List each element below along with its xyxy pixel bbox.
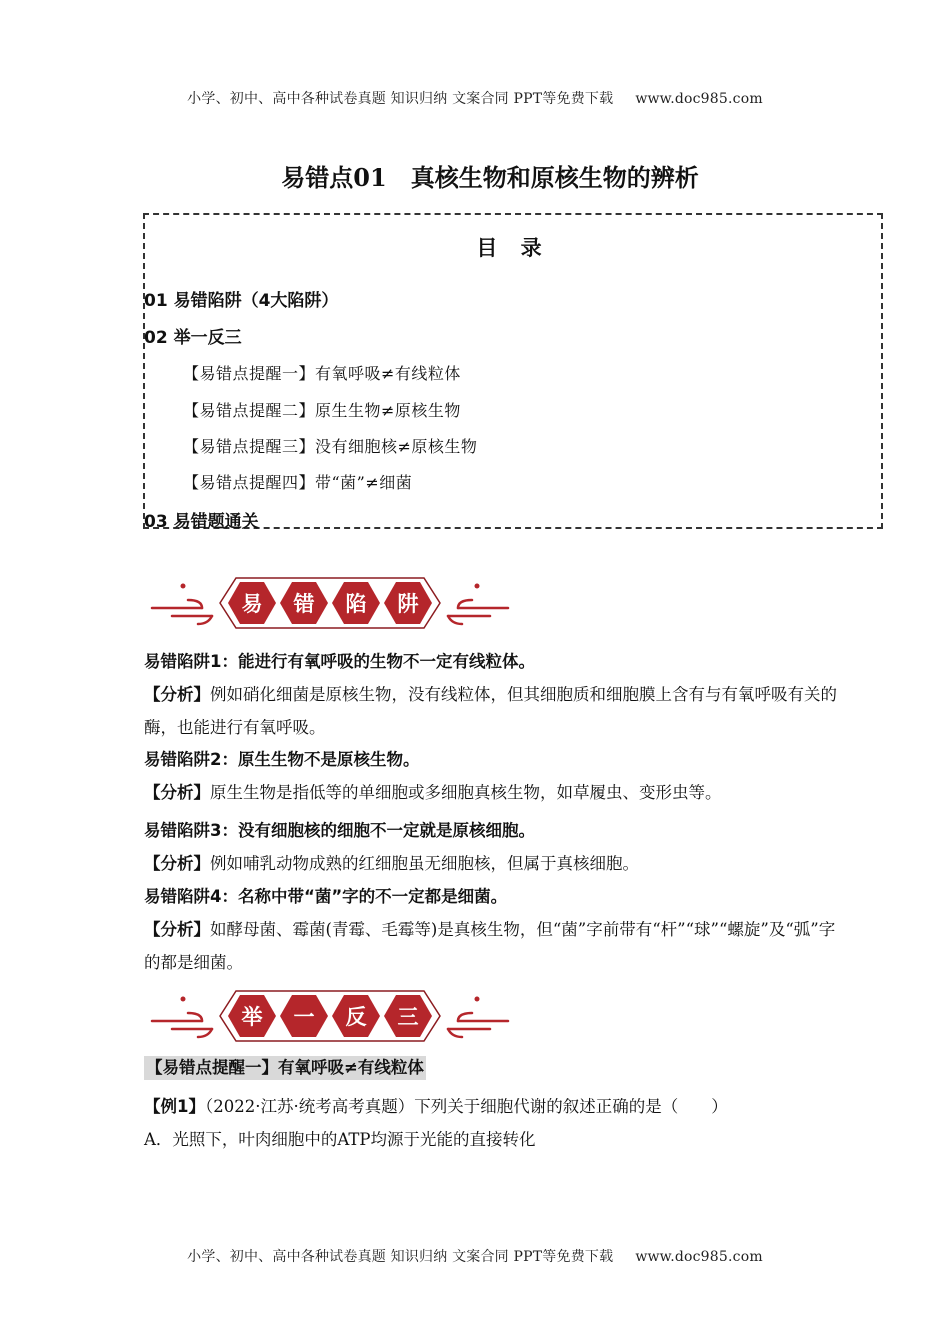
trap-4 bbox=[144, 880, 844, 979]
banner-traps-char-3: 陷 bbox=[345, 592, 367, 616]
toc-tip-3: 【易错点提醒三】没有细胞核≠原核生物 bbox=[183, 437, 478, 456]
toc-section-2: 02 举一反三 bbox=[144, 328, 242, 348]
trap-2-title: 易错陷阱2：原生生物不是原核生物。 bbox=[144, 750, 420, 769]
example-1-text: （2022·江苏·统考高考真题）下列关于细胞代谢的叙述正确的是（ ） bbox=[204, 1097, 728, 1116]
trap-4-text: 如酵母菌、霉菌(青霉、毛霉等)是真核生物，但“菌”字前带有“杆”“球”“螺旋”及“弧”字的都是细菌。 bbox=[144, 920, 836, 972]
trap-2 bbox=[144, 743, 844, 809]
toc-tip-1: 【易错点提醒一】有氧呼吸≠有线粒体 bbox=[183, 364, 461, 383]
banner-examples-char-3: 反 bbox=[345, 1005, 367, 1029]
header-site: www.doc985.com bbox=[635, 91, 763, 107]
banner-traps-char-2: 错 bbox=[293, 592, 315, 616]
banner-examples-char-1: 举 bbox=[241, 1005, 263, 1029]
trap-4-label: 【分析】 bbox=[144, 920, 210, 939]
page-header bbox=[0, 88, 950, 108]
banner-examples bbox=[150, 985, 510, 1047]
toc-tip-2: 【易错点提醒二】原生生物≠原核生物 bbox=[183, 401, 461, 420]
banner-right-ornament bbox=[448, 584, 508, 625]
banner-examples-char-2: 一 bbox=[293, 1005, 315, 1029]
banner-left-ornament bbox=[152, 584, 212, 625]
banner2-right-ornament bbox=[448, 997, 508, 1038]
footer-site: www.doc985.com bbox=[635, 1249, 763, 1265]
trap-2-label: 【分析】 bbox=[144, 783, 210, 802]
trap-1-title: 易错陷阱1：能进行有氧呼吸的生物不一定有线粒体。 bbox=[144, 652, 535, 671]
toc-tip-4: 【易错点提醒四】带“菌”≠细菌 bbox=[183, 473, 413, 492]
trap-2-text: 原生生物是指低等的单细胞或多细胞真核生物，如草履虫、变形虫等。 bbox=[210, 783, 722, 802]
toc-section-3: 03 易错题通关 bbox=[144, 512, 259, 532]
trap-1-label: 【分析】 bbox=[144, 685, 210, 704]
footer-text: 小学、初中、高中各种试卷真题 知识归纳 文案合同 PPT等免费下载 bbox=[187, 1249, 614, 1265]
example-1-option-a: A．光照下，叶肉细胞中的ATP均源于光能的直接转化 bbox=[144, 1130, 536, 1149]
reminder-1-heading: 【易错点提醒一】有氧呼吸≠有线粒体 bbox=[144, 1056, 426, 1080]
trap-1 bbox=[144, 645, 844, 744]
banner-traps-char-4: 阱 bbox=[397, 592, 419, 616]
page-footer bbox=[0, 1246, 950, 1266]
trap-3-label: 【分析】 bbox=[144, 854, 210, 873]
trap-3-text: 例如哺乳动物成熟的红细胞虽无细胞核，但属于真核细胞。 bbox=[210, 854, 639, 873]
example-1-label: 【例1】 bbox=[144, 1097, 205, 1116]
trap-3-title: 易错陷阱3：没有细胞核的细胞不一定就是原核细胞。 bbox=[144, 821, 535, 840]
toc-section-1: 01 易错陷阱（4大陷阱） bbox=[144, 291, 339, 311]
trap-1-text: 例如硝化细菌是原核生物，没有线粒体，但其细胞质和细胞膜上含有与有氧呼吸有关的酶，也能进行有氧呼吸。 bbox=[144, 685, 837, 737]
banner2-left-ornament bbox=[152, 997, 212, 1038]
trap-4-title: 易错陷阱4：名称中带“菌”字的不一定都是细菌。 bbox=[144, 887, 508, 906]
trap-3 bbox=[144, 814, 844, 880]
banner-traps-char-1: 易 bbox=[241, 592, 263, 616]
example-1 bbox=[144, 1090, 844, 1156]
banner-examples-char-4: 三 bbox=[397, 1005, 419, 1029]
header-text: 小学、初中、高中各种试卷真题 知识归纳 文案合同 PPT等免费下载 bbox=[187, 91, 614, 107]
page-title: 易错点01 真核生物和原核生物的辨析 bbox=[281, 163, 699, 192]
banner-traps bbox=[150, 572, 510, 634]
toc-heading: 目 录 bbox=[476, 236, 550, 260]
